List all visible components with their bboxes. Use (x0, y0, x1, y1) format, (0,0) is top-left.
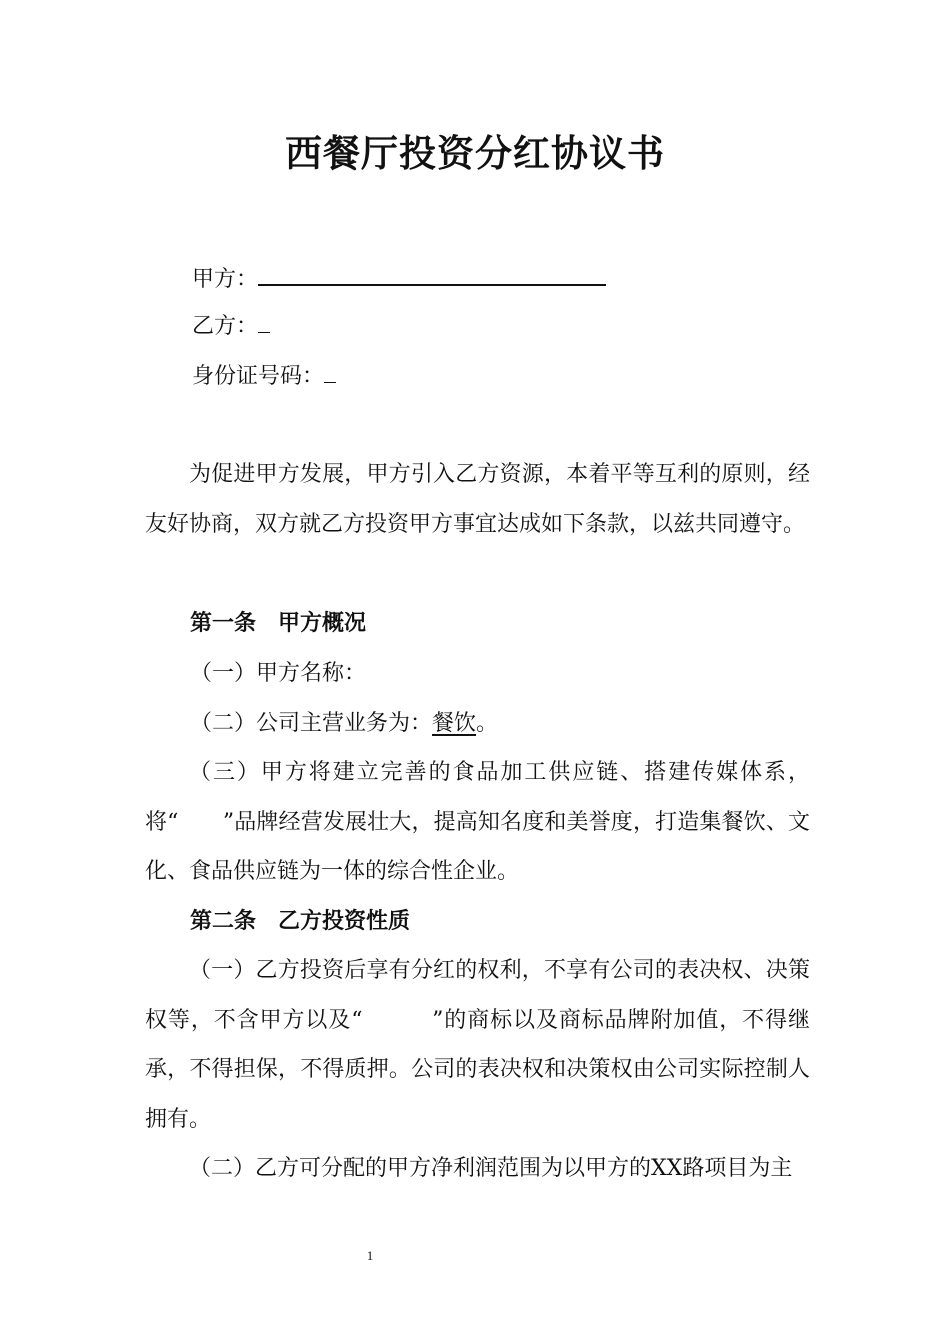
party-b-label: 乙方： (192, 314, 259, 339)
id-number-label: 身份证号码： (192, 364, 325, 389)
party-b-blank (258, 312, 270, 333)
document-title: 西餐厅投资分红协议书 (285, 131, 665, 175)
id-number-field (192, 361, 336, 393)
article2-heading: 第二条 乙方投资性质 (190, 909, 411, 934)
id-number-blank (324, 362, 336, 383)
party-a-label: 甲方： (192, 267, 259, 292)
article1-item2-suffix: 。 (476, 711, 499, 736)
page-number: 1 (366, 1248, 374, 1263)
party-a-blank (258, 262, 606, 286)
article1-item1: （一）甲方名称： (190, 661, 367, 686)
intro-paragraph: 为促进甲方发展，甲方引入乙方资源，本着平等互利的原则，经友好协商，双方就乙方投资甲方事宜达成如下条款，以兹共同遵守。 (145, 462, 810, 537)
article1-heading: 第一条 甲方概况 (190, 611, 367, 636)
article1-item3: （三）甲方将建立完善的食品加工供应链、搭建传媒体系，将“ ”品牌经营发展壮大，提高知名度和美誉度，打造集餐饮、文化、食品供应链为一体的综合性企业。 (145, 760, 810, 884)
article2-item2: （二）乙方可分配的甲方净利润范围为以甲方的XX路项目为主 (189, 1156, 793, 1181)
article1-item2-prefix: （二）公司主营业务为： (190, 711, 433, 736)
party-a-field (192, 262, 606, 296)
article1-item2 (190, 708, 498, 740)
article2-item1: （一）乙方投资后享有分红的权利，不享有公司的表决权、决策权等，不含甲方以及“ ”的商标以及商标品牌附加值，不得继承，不得担保，不得质押。公司的表决权和决策权由公司实际控制人 拥有。 (145, 958, 833, 1132)
party-b-field (192, 311, 270, 343)
main-business-value: 餐饮 (432, 711, 477, 736)
